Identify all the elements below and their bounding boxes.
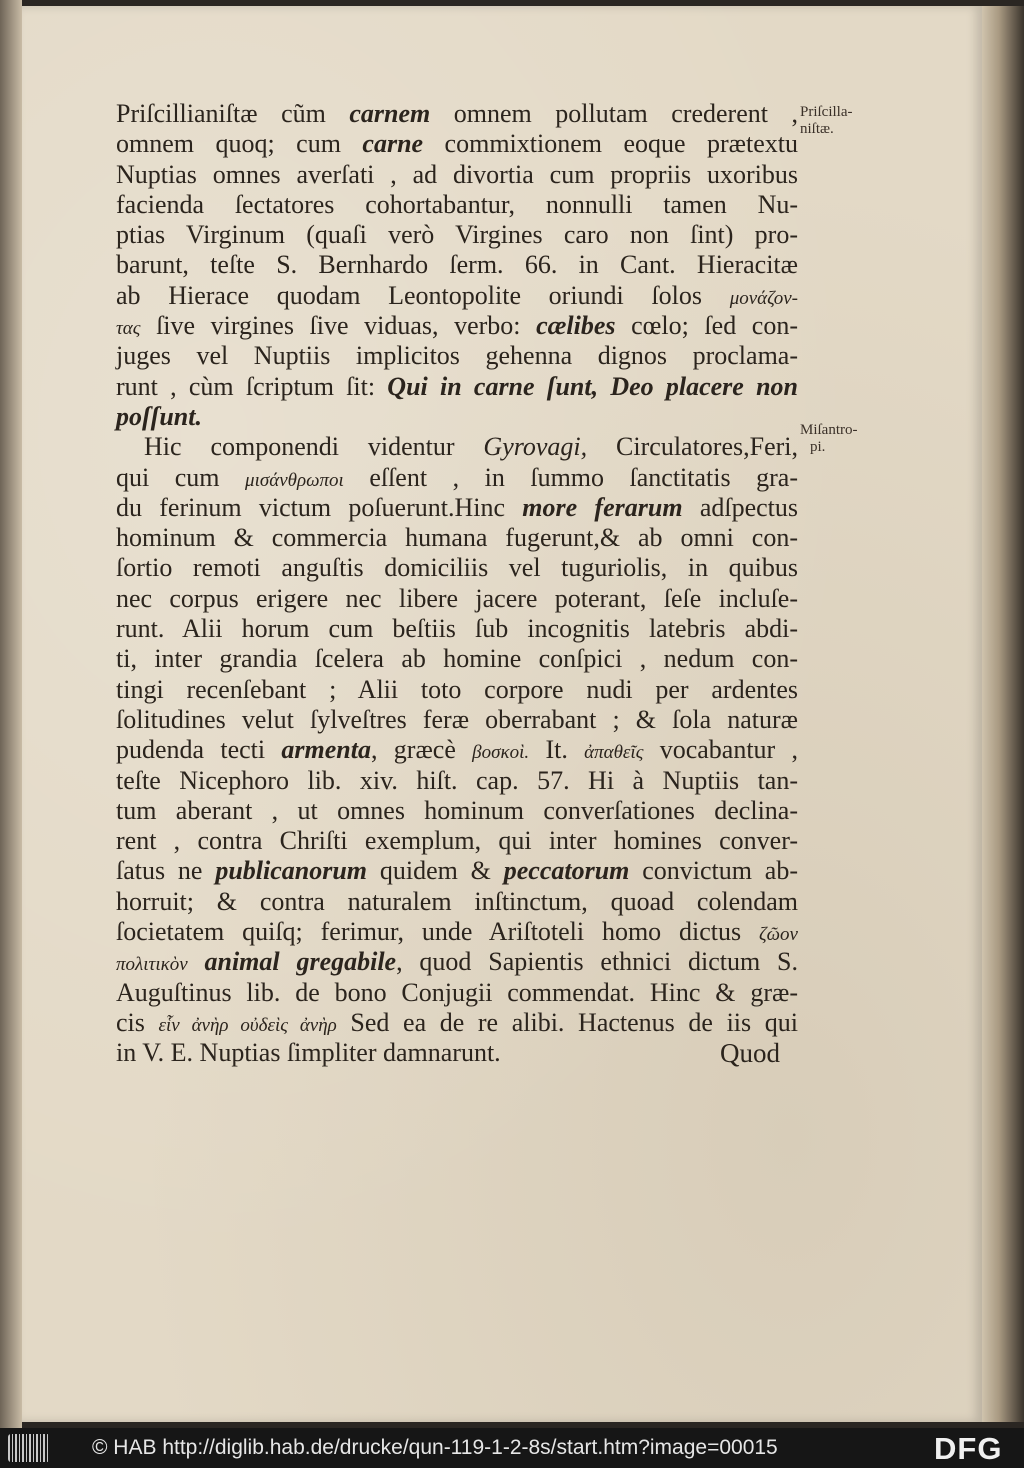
- text-line: ti, inter grandia ſcelera ab homine conſpici , nedum con-: [116, 644, 798, 674]
- text-line: πολιτικὸν animal gregabile, quod Sapientis ethnici dictum S.: [116, 947, 798, 977]
- barcode-icon: [8, 1434, 50, 1462]
- body-text: [116, 99, 798, 1069]
- text-line: rent , contra Chriſti exemplum, qui inter homines conver-: [116, 826, 798, 856]
- page-fore-edge: [982, 6, 1024, 1422]
- text-line: ſolitudines velut ſylveſtres feræ oberrabant ; & ſola naturæ: [116, 704, 798, 734]
- text-line: Priſcillianiſtæ cũm carnem omnem pollutam crederent ,: [116, 99, 798, 128]
- text-line: ſatus ne publicanorum quidem & peccatorum convictum ab-: [116, 856, 798, 886]
- text-line: τας ſive virgines ſive viduas, verbo: cælibes cœlo; ſed con-: [116, 311, 798, 341]
- text-line: runt. Alii horum cum beſtiis ſub incognitis latebris abdi-: [116, 614, 798, 644]
- margin-note-priscillianistae: Priſcilla- niſtæ.: [800, 104, 853, 137]
- text-line: ſortio remoti anguſtis domiciliis vel tuguriolis, in quibus: [116, 553, 798, 583]
- text-line: cis εἷν ἀνὴρ οὐδεὶς ἀνὴρ Sed ea de re alibi. Hactenus de iis qui: [116, 1007, 798, 1037]
- copyright-url: © HAB http://diglib.hab.de/drucke/qun-119-1-2-8s/start.htm?image=00015: [92, 1436, 778, 1459]
- text-line: juges vel Nuptiis implicitos gehenna dignos proclama-: [116, 341, 798, 371]
- text-line: facienda ſectatores cohortabantur, nonnulli tamen Nu-: [116, 189, 798, 219]
- dfg-logo: DFG: [934, 1431, 1003, 1466]
- text-line: pudenda tecti armenta, græcè βοσκοὶ. It. ἀπαθεῖς vocabantur ,: [116, 735, 798, 765]
- text-line: Auguſtinus lib. de bono Conjugii commendat. Hinc & græ-: [116, 977, 798, 1007]
- text-line: teſte Nicephoro lib. xiv. hiſt. cap. 57. Hi à Nuptiis tan-: [116, 765, 798, 795]
- text-line: Hic componendi videntur Gyrovagi, Circulatores,Feri,: [144, 432, 799, 462]
- text-line: nec corpus erigere nec libere jacere poterant, ſeſe incluſe-: [116, 583, 798, 613]
- adjacent-page-edge: [0, 0, 22, 1428]
- text-line: poſſunt.: [116, 401, 202, 431]
- catchword: Quod: [720, 1038, 780, 1068]
- text-line: hominum & commercia humana fugerunt,& ab omni con-: [116, 523, 798, 553]
- text-line: horruit; & contra naturalem inſtinctum, quoad colendam: [116, 886, 798, 916]
- text-line: qui cum μισάνθρωποι eſſent , in ſummo ſanctitatis gra-: [116, 462, 798, 492]
- margin-note-misanthropi: Miſantro- pi.: [800, 422, 858, 455]
- text-line: runt , cùm ſcriptum ſit: Qui in carne ſunt, Deo placere non: [116, 371, 798, 401]
- text-line: omnem quoq; cum carne commixtionem eoque prætextu: [116, 129, 798, 159]
- footer-bar: [0, 1428, 1024, 1468]
- text-line: ab Hierace quodam Leontopolite oriundi ſolos μονάζον-: [116, 280, 798, 310]
- text-line: tum aberant , ut omnes hominum converſationes declina-: [116, 795, 798, 825]
- text-line: ſocietatem quiſq; ferimur, unde Ariſtoteli homo dictus ζῶον: [116, 917, 798, 947]
- text-line: barunt, teſte S. Bernhardo ſerm. 66. in Cant. Hieracitæ: [116, 250, 798, 280]
- text-line: in V. E. Nuptias ſimpliter damnarunt.: [116, 1038, 501, 1068]
- text-line: Nuptias omnes averſati , ad divortia cum propriis uxoribus: [116, 159, 798, 189]
- text-line: du ferinum victum poſuerunt.Hinc more ferarum adſpectus: [116, 492, 799, 522]
- text-line: tingi recenſebant ; Alii toto corpore nudi per ardentes: [116, 674, 798, 704]
- text-line: ptias Virginum (quaſi verò Virgines caro non ſint) pro-: [116, 220, 798, 250]
